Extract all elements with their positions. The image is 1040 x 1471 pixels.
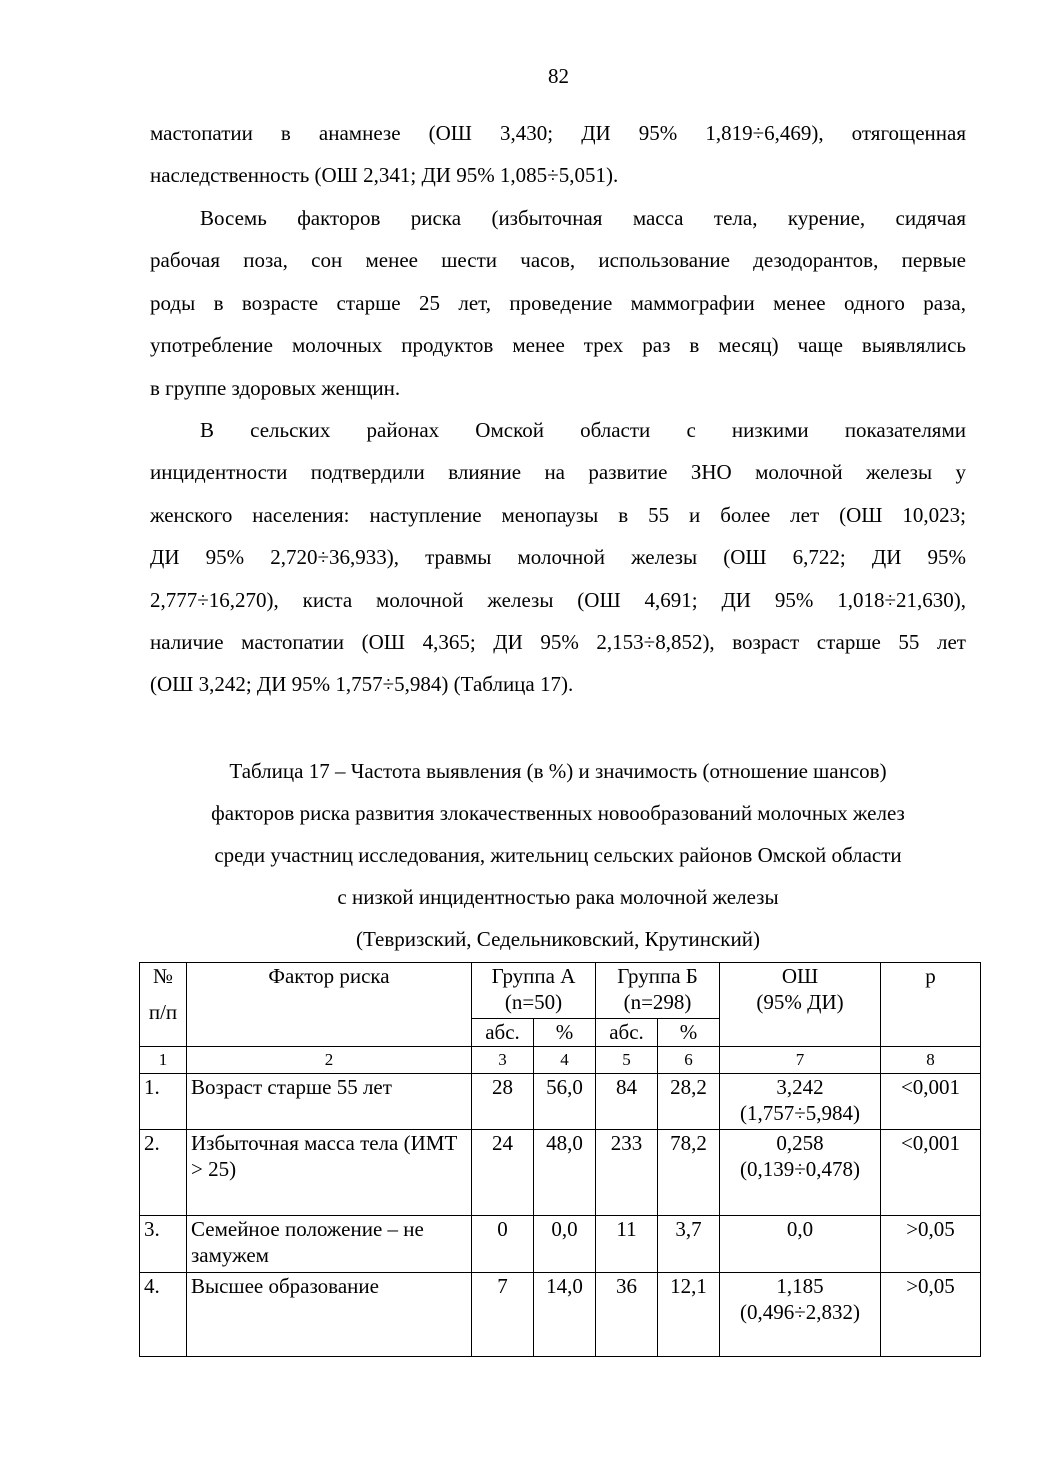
column-number: 1	[140, 1047, 187, 1074]
caption-line: Таблица 17 – Частота выявления (в %) и значимость (отношение шансов)	[229, 759, 887, 783]
paragraph-line: (ОШ 3,242; ДИ 95% 1,757÷5,984) (Таблица 17).	[150, 672, 574, 697]
caption-line: (Тевризский, Седельниковский, Крутинский)	[356, 927, 760, 951]
column-number-row	[140, 1047, 981, 1074]
column-number: 7	[720, 1047, 881, 1074]
row-a-pct: 14,0	[534, 1273, 596, 1357]
paragraph-line: наследственность (ОШ 2,341; ДИ 95% 1,085÷5,051).	[150, 163, 619, 188]
row-num: 1.	[140, 1074, 187, 1130]
row-or: 0,0	[720, 1216, 881, 1273]
row-a-abs: 7	[472, 1273, 534, 1357]
paragraph-line: женского населения: наступление менопаузы в 55 и более лет (ОШ 10,023;	[150, 502, 966, 527]
caption-line: среди участниц исследования, жительниц сельских районов Омской области	[214, 843, 902, 867]
row-num: 4.	[140, 1273, 187, 1357]
row-factor: Возраст старше 55 лет	[187, 1074, 472, 1130]
table-row	[140, 1074, 981, 1130]
paragraph-1	[150, 112, 966, 197]
table-caption	[140, 750, 976, 960]
row-b-pct: 3,7	[658, 1216, 720, 1273]
column-number: 3	[472, 1047, 534, 1074]
column-number: 6	[658, 1047, 720, 1074]
column-number: 2	[187, 1047, 472, 1074]
row-a-pct: 56,0	[534, 1074, 596, 1130]
paragraph-line: рабочая поза, сон менее шести часов, использование дезодорантов, первые	[150, 248, 966, 273]
row-b-pct: 78,2	[658, 1130, 720, 1216]
caption-line: факторов риска развития злокачественных новообразований молочных желез	[211, 801, 905, 825]
header-a-pct: %	[534, 1019, 596, 1047]
paragraph-3	[150, 409, 966, 706]
table-row	[140, 1130, 981, 1216]
header-factor: Фактор риска	[187, 963, 472, 1047]
row-b-abs: 233	[596, 1130, 658, 1216]
row-b-pct: 12,1	[658, 1273, 720, 1357]
row-a-abs: 28	[472, 1074, 534, 1130]
paragraph-line: инцидентности подтвердили влияние на развитие ЗНО молочной железы у	[150, 460, 966, 485]
row-b-pct: 28,2	[658, 1074, 720, 1130]
row-or: 0,258 (0,139÷0,478)	[720, 1130, 881, 1216]
row-factor: Избыточная масса тела (ИМТ > 25)	[187, 1130, 472, 1216]
header-group-b: Группа Б (n=298)	[596, 963, 720, 1019]
row-p: >0,05	[881, 1216, 981, 1273]
row-p: <0,001	[881, 1130, 981, 1216]
column-number: 5	[596, 1047, 658, 1074]
row-or: 3,242 (1,757÷5,984)	[720, 1074, 881, 1130]
header-p: p	[881, 963, 981, 1047]
header-group-a: Группа А (n=50)	[472, 963, 596, 1019]
paragraph-line: 2,777÷16,270), киста молочной железы (ОШ 4,691; ДИ 95% 1,018÷21,630),	[150, 587, 966, 612]
caption-line: с низкой инцидентностью рака молочной железы	[337, 885, 779, 909]
table-header-row	[140, 963, 981, 1019]
header-or: ОШ (95% ДИ)	[720, 963, 881, 1047]
row-p: >0,05	[881, 1273, 981, 1357]
paragraph-line: ДИ 95% 2,720÷36,933), травмы молочной железы (ОШ 6,722; ДИ 95%	[150, 545, 966, 570]
header-a-abs: абс.	[472, 1019, 534, 1047]
data-table	[139, 962, 981, 1357]
paragraph-line: употребление молочных продуктов менее трех раз в месяц) чаще выявлялись	[150, 333, 966, 358]
table-row	[140, 1216, 981, 1273]
row-b-abs: 36	[596, 1273, 658, 1357]
row-num: 3.	[140, 1216, 187, 1273]
header-b-abs: абс.	[596, 1019, 658, 1047]
row-num: 2.	[140, 1130, 187, 1216]
column-number: 8	[881, 1047, 981, 1074]
row-a-abs: 24	[472, 1130, 534, 1216]
paragraph-line: роды в возрасте старше 25 лет, проведение маммографии менее одного раза,	[150, 290, 966, 315]
paragraph-line: мастопатии в анамнезе (ОШ 3,430; ДИ 95% 1,819÷6,469), отягощенная	[150, 121, 966, 145]
header-num: № п/п	[140, 963, 187, 1047]
paragraph-line: в группе здоровых женщин.	[150, 375, 401, 400]
row-a-abs: 0	[472, 1216, 534, 1273]
row-factor: Семейное положение – не замужем	[187, 1216, 472, 1273]
table-row	[140, 1273, 981, 1357]
column-number: 4	[534, 1047, 596, 1074]
row-factor: Высшее образование	[187, 1273, 472, 1357]
paragraph-line: Восемь факторов риска (избыточная масса тела, курение, сидячая	[200, 206, 966, 230]
paragraph-line: В сельских районах Омской области с низкими показателями	[200, 418, 966, 442]
row-b-abs: 84	[596, 1074, 658, 1130]
row-a-pct: 0,0	[534, 1216, 596, 1273]
header-b-pct: %	[658, 1019, 720, 1047]
row-a-pct: 48,0	[534, 1130, 596, 1216]
row-p: <0,001	[881, 1074, 981, 1130]
row-b-abs: 11	[596, 1216, 658, 1273]
page-number: 82	[548, 64, 569, 88]
paragraph-line: наличие мастопатии (ОШ 4,365; ДИ 95% 2,153÷8,852), возраст старше 55 лет	[150, 629, 966, 654]
row-or: 1,185 (0,496÷2,832)	[720, 1273, 881, 1357]
paragraph-2	[150, 197, 966, 409]
